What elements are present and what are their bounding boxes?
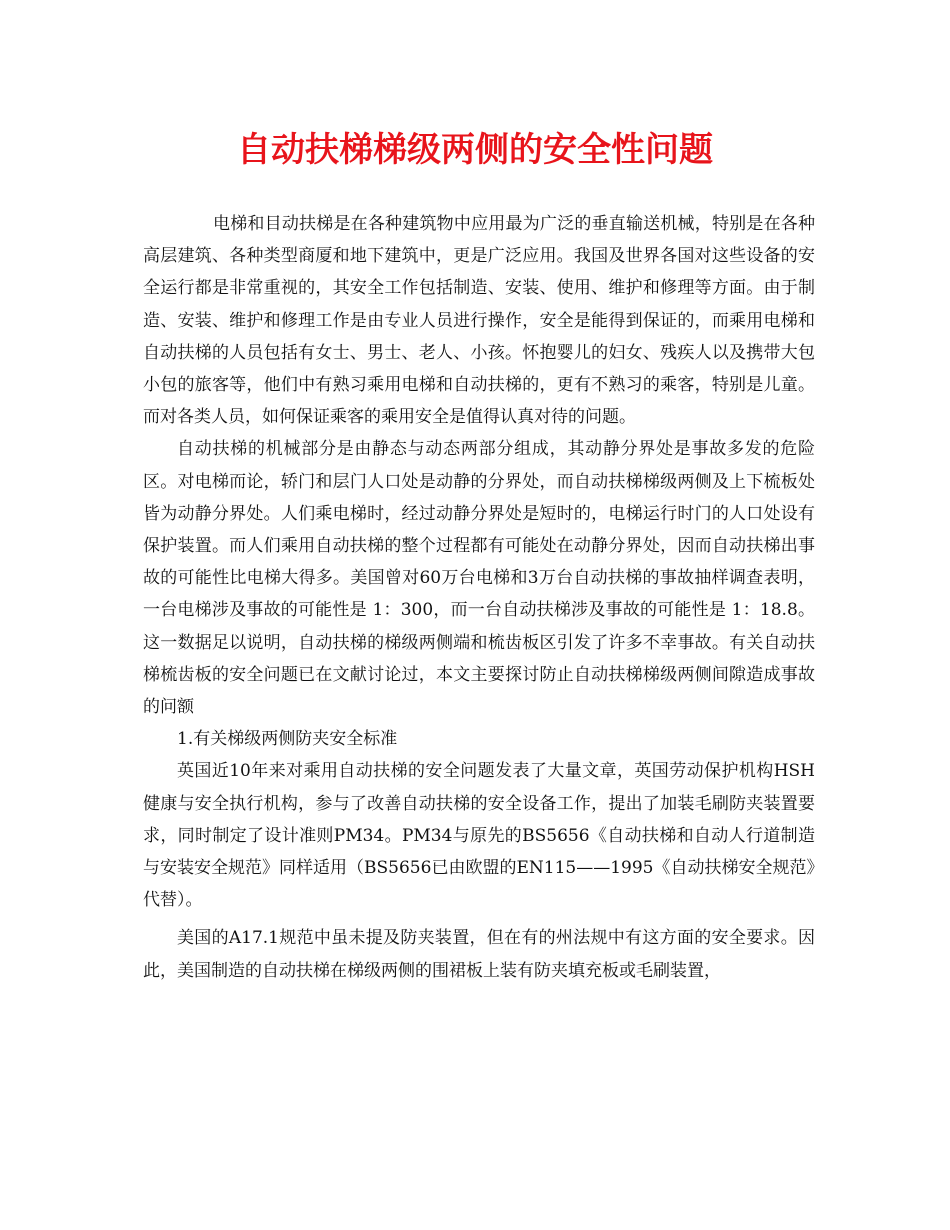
paragraph-intro: 电梯和目动扶梯是在各种建筑物中应用最为广泛的垂直输送机械，特别是在各种高层建筑、各种类型商厦和地下建筑中，更是广泛应用。我国及世界各国对这些设备的安全运行都是非常重视的，其安全工作包括制造、安装、使用、维护和修理等方面。由于制造、安装、维护和修理工作是由专业人员进行操作，安全是能得到保证的，而乘用电梯和自动扶梯的人员包括有女士、男士、老人、小孩。怀抱婴儿的妇女、残疾人以及携带大包小包的旅客等，他们中有熟习乘用电梯和自动扶梯的，更有不熟习的乘客，特别是儿童。而对各类人员，如何保证乘客的乘用安全是值得认真对待的问题。 bbox=[143, 214, 815, 428]
document-title: 自动扶梯梯级两侧的安全性问题 bbox=[237, 130, 713, 170]
paragraph-mechanism: 自动扶梯的机械部分是由静态与动态两部分组成，其动静分界处是事故多发的危险区。对电梯而论，轿门和层门人口处是动静的分界处，而自动扶梯梯级两侧及上下梳板处皆为动静分界处。人们乘电梯时，经过动静分界处是短时的，电梯运行时门的人口处设有保护装置。而人们乘用自动扶梯的整个过程都有可能处在动静分界处，因而自动扶梯出事故的可能性比电梯大得多。美国曾对60万台电梯和3万台自动扶梯的事故抽样调查表明，一台电梯涉及事故的可能性是 1：300，而一台自动扶梯涉及事故的可能性是 1：18.8。这一数据足以说明，自动扶梯的梯级两侧端和梳齿板区引发了许多不幸事故。有关自动扶梯梳齿板的安全问题已在文献讨论过，本文主要探讨防止自动扶梯梯级两侧间隙造成事故的问额 bbox=[143, 439, 815, 718]
section-heading-standards: 1.有关梯级两侧防夹安全标准 bbox=[177, 729, 398, 750]
paragraph-us-standards: 美国的A17.1规范中虽未提及防夹装置，但在有的州法规中有这方面的安全要求。因此，美国制造的自动扶梯在梯级两侧的围裙板上装有防夹填充板或毛刷装置， bbox=[143, 928, 815, 981]
paragraph-uk-standards: 英国近10年来对乘用自动扶梯的安全问题发表了大量文章，英国劳动保护机构HSH健康与安全执行机构，参与了改善自动扶梯的安全设备工作，提出了加装毛刷防夹装置要求，同时制定了设计准则PM34。PM34与原先的BS5656《自动扶梯和自动人行道制造与安装安全规范》同样适用（BS5656已由欧盟的EN115——1995《自动扶梯安全规范》代替）。 bbox=[143, 761, 815, 911]
document-body bbox=[143, 208, 815, 987]
